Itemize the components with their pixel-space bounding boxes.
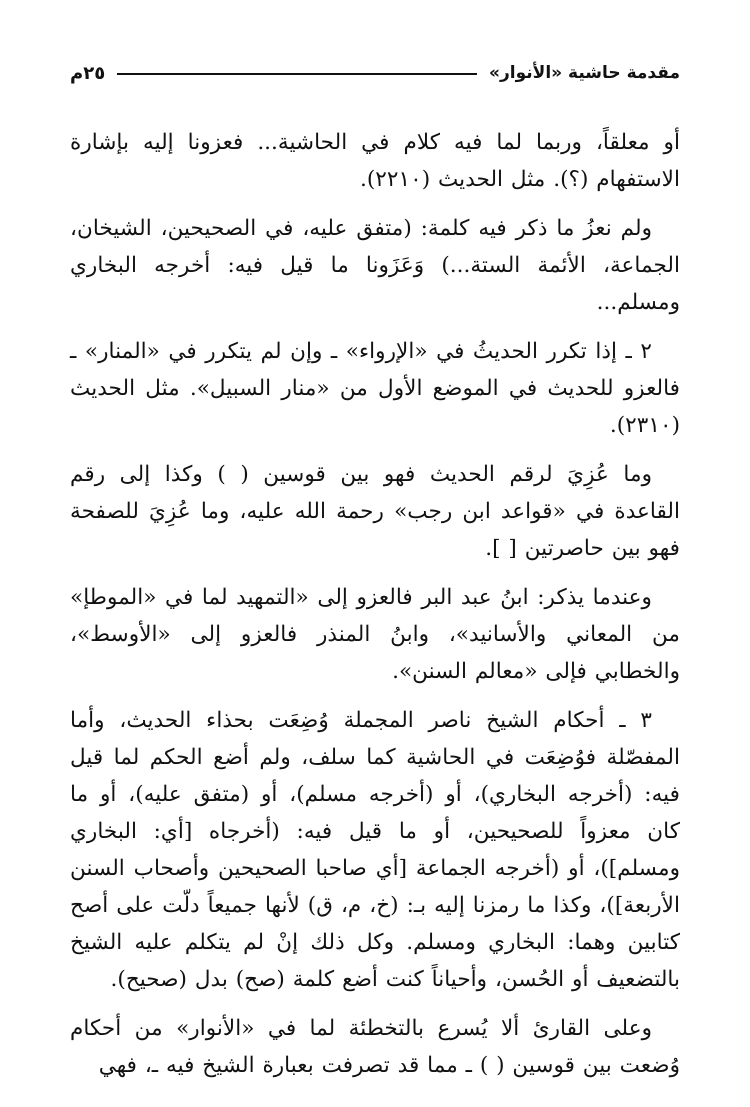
paragraph: ٢ ـ إذا تكرر الحديثُ في «الإرواء» ـ وإن لم يتكرر في «المنار» ـ فالعزو للحديث في الموضع الأول من «منار السبيل». مثل الحديث (٢٣١٠). bbox=[70, 339, 680, 438]
paragraph: ٣ ـ أحكام الشيخ ناصر المجملة وُضِعَت بحذاء الحديث، وأما المفصّلة فوُضِعَت في الحاشية كما سلف، ولم أضع الحكم لما قيل فيه: (أخرجه البخاري)، أو (أخرجه مسلم)، أو (متفق عليه)، أو ما كان معزواً للصحيحين، أو ما قيل فيه: (أخرجاه [أي: البخاري ومسلم])، أو (أخرجه الجماعة [أي صاحبا الصحيحين وأصحاب السنن الأربعة])، وكذا ما رمزنا إليه بـ: (خ، م، ق) لأنها جميعاً دلّت على أصح كتابين وهما: البخاري ومسلم. وكل ذلك إنْ لم يتكلم عليه الشيخ بالتضعيف أو الحُسن، وأحياناً كنت أضع كلمة (صح) بدل (صحيح). bbox=[70, 708, 680, 992]
running-head: مقدمة حاشية «الأنوار» bbox=[489, 63, 680, 83]
paragraph: وعندما يذكر: ابنُ عبد البر فالعزو إلى «التمهيد لما في «الموطإ» من المعاني والأسانيد»، وابنُ المنذر فالعزو إلى «الأوسط»، والخطابي فإلى «معالم السنن». bbox=[70, 585, 680, 684]
page-number: ٢٥م bbox=[70, 62, 106, 84]
page-header bbox=[70, 58, 680, 88]
paragraph: أو معلقاً، وربما لما فيه كلام في الحاشية... فعزونا إليه بإشارة الاستفهام (؟). مثل الحديث (٢٢١٠). bbox=[70, 130, 680, 192]
paragraph: وما عُزِيَ لرقم الحديث فهو بين قوسين ( ) وكذا إلى رقم القاعدة في «قواعد ابن رجب» رحمة الله عليه، وما عُزِيَ للصفحة فهو بين حاصرتين [ ]. bbox=[70, 462, 680, 561]
paragraph: ولم نعزُ ما ذكر فيه كلمة: (متفق عليه، في الصحيحين، الشيخان، الجماعة، الأئمة الستة...) وَعَزَونا ما قيل فيه: أخرجه البخاري ومسلم... bbox=[70, 216, 680, 315]
header-rule bbox=[117, 73, 477, 75]
page-body bbox=[70, 124, 680, 1078]
paragraph: وعلى القارئ ألا يُسرع بالتخطئة لما في «الأنوار» من أحكام وُضعت بين قوسين ( ) ـ مما قد تصرفت بعبارة الشيخ فيه ـ، فهي bbox=[70, 1016, 680, 1078]
